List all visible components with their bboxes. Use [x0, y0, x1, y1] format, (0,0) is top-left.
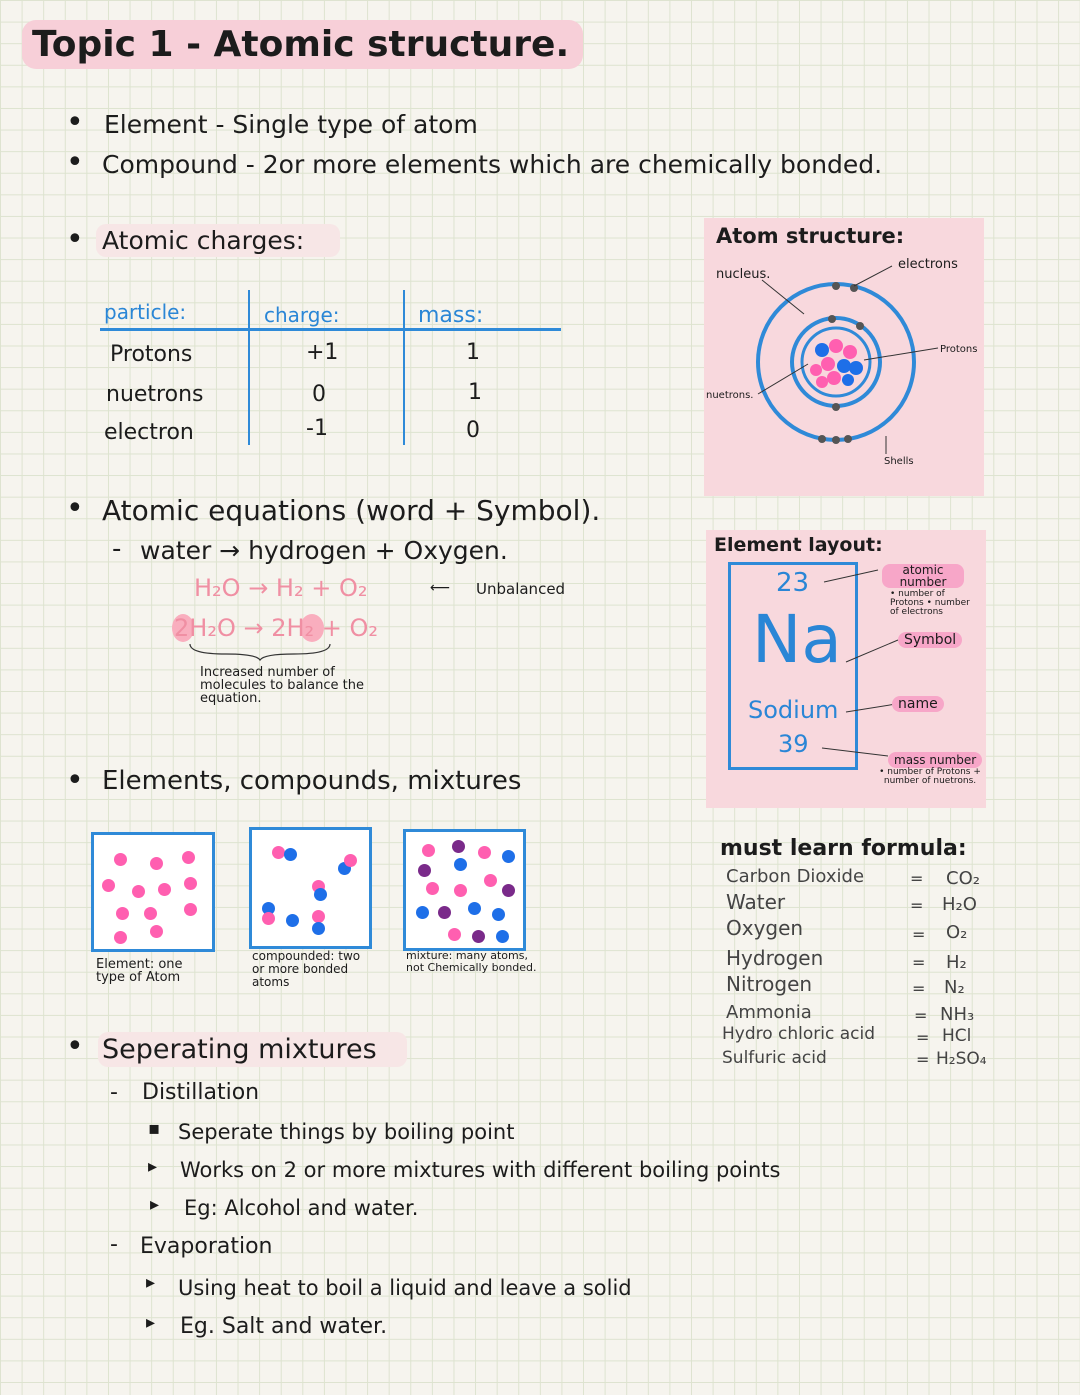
label-protons: Protons: [940, 344, 978, 355]
formula-value: NH₃: [940, 1004, 975, 1025]
element-box: [91, 832, 215, 952]
element-layout-heading: Element layout:: [714, 534, 883, 556]
row-mass: 0: [466, 418, 480, 443]
header-mass: mass:: [418, 303, 484, 328]
element-name: Sodium: [748, 696, 839, 724]
mixture-caption: mixture: many atoms, not Chemically bonded.: [406, 949, 537, 974]
row-particle: Protons: [110, 342, 193, 367]
brace: [186, 642, 336, 662]
equals: =: [914, 1006, 928, 1025]
page-title: Topic 1 - Atomic structure.: [22, 20, 583, 69]
formula-name: Hydrogen: [726, 946, 824, 970]
equals: =: [916, 1028, 930, 1047]
formula-value: N₂: [944, 977, 965, 998]
atom-structure-panel: [704, 218, 984, 496]
row-charge: -1: [306, 416, 328, 441]
table-divider: [403, 290, 405, 445]
distillation-label: Distillation: [142, 1080, 260, 1105]
mass-number-note: mass number: [888, 752, 982, 768]
dash: -: [110, 1232, 118, 1257]
atomic-charges-heading: Atomic charges:: [96, 224, 340, 257]
evaporation-point: Eg. Salt and water.: [180, 1314, 388, 1339]
mixture-box: [403, 829, 526, 951]
mass-number-sub: • number of Protons + number of nuetrons.: [879, 767, 981, 786]
formula-name: Ammonia: [726, 1002, 812, 1023]
header-charge: charge:: [264, 303, 340, 327]
balanced-equation: 2H₂O → 2H₂ + O₂: [174, 614, 379, 642]
definition-element: Element - Single type of atom: [104, 110, 478, 139]
equals: =: [912, 925, 926, 944]
table-rule: [100, 328, 561, 331]
dash: -: [112, 534, 122, 564]
symbol-note: Symbol: [898, 632, 962, 648]
formula-value: HCl: [942, 1026, 972, 1046]
formula-value: H₂SO₄: [936, 1049, 987, 1069]
formula-value: CO₂: [946, 868, 980, 889]
bullet: •: [66, 222, 84, 257]
label-nuetrons: nuetrons.: [706, 390, 754, 401]
bullet: ▸: [148, 1156, 158, 1177]
word-equation: water → hydrogen + Oxygen.: [140, 536, 508, 565]
bullet: •: [66, 491, 84, 526]
label-nucleus: nucleus.: [716, 267, 771, 282]
row-charge: 0: [312, 382, 326, 407]
formula-name: Oxygen: [726, 916, 804, 940]
equations-heading: Atomic equations (word + Symbol).: [102, 494, 601, 527]
bullet: ▸: [146, 1272, 156, 1293]
formula-name: Sulfuric acid: [722, 1048, 827, 1068]
atom-diagram: [704, 218, 984, 496]
atomic-number-note: atomic number: [882, 564, 964, 588]
equals: =: [910, 869, 924, 888]
equals: =: [912, 979, 926, 998]
header-particle: particle:: [104, 300, 187, 324]
row-particle: nuetrons: [106, 382, 204, 407]
formula-name: Carbon Dioxide: [726, 866, 865, 887]
mixtures-heading: Elements, compounds, mixtures: [102, 766, 522, 796]
element-symbol: Na: [752, 601, 842, 678]
bullet: ▸: [146, 1312, 156, 1333]
row-charge: +1: [306, 340, 339, 365]
row-mass: 1: [466, 340, 480, 365]
label-shells: Shells: [884, 456, 914, 467]
definition-compound: Compound - 2or more elements which are chemically bonded.: [102, 150, 883, 179]
distillation-point: Seperate things by boiling point: [178, 1120, 515, 1144]
compound-box: [249, 827, 372, 949]
bullet: ▪: [148, 1118, 161, 1139]
dash: -: [110, 1080, 118, 1105]
row-mass: 1: [468, 380, 482, 405]
formula-value: H₂O: [942, 894, 977, 915]
equals: =: [916, 1050, 930, 1069]
bullet: •: [66, 1029, 84, 1064]
row-particle: electron: [104, 420, 194, 445]
formula-value: O₂: [946, 922, 968, 943]
separating-heading: Seperating mixtures: [98, 1032, 407, 1067]
bullet: •: [66, 105, 84, 140]
equals: =: [910, 896, 924, 915]
unbalanced-note: Unbalanced: [476, 580, 566, 598]
element-caption: Element: one type of Atom: [96, 957, 183, 985]
distillation-point: Eg: Alcohol and water.: [184, 1196, 419, 1220]
formula-name: Nitrogen: [726, 972, 813, 996]
bullet: •: [66, 763, 84, 798]
compound-caption: compounded: two or more bonded atoms: [252, 949, 361, 989]
unbalanced-arrow: ⟵: [430, 580, 451, 596]
distillation-point: Works on 2 or more mixtures with different boiling points: [180, 1158, 781, 1182]
label-electrons: electrons: [898, 257, 958, 272]
bullet: •: [66, 145, 84, 180]
atomic-number: 23: [776, 568, 810, 598]
atom-structure-heading: Atom structure:: [716, 224, 905, 248]
evaporation-point: Using heat to boil a liquid and leave a solid: [178, 1276, 632, 1300]
element-layout-panel: [706, 530, 986, 808]
table-divider: [248, 290, 250, 445]
equals: =: [912, 953, 926, 972]
formula-heading: must learn formula:: [720, 836, 967, 861]
name-note: name: [892, 696, 944, 712]
bullet: ▸: [150, 1194, 160, 1215]
formula-name: Hydro chloric acid: [722, 1024, 876, 1044]
formula-name: Water: [726, 890, 786, 914]
evaporation-label: Evaporation: [140, 1234, 273, 1259]
mass-number: 39: [778, 730, 809, 758]
atomic-number-sub: • number of Protons • number of electrons: [890, 589, 970, 617]
balance-note: Increased number of molecules to balance the equation.: [200, 665, 364, 706]
unbalanced-equation: H₂O → H₂ + O₂: [194, 574, 368, 602]
formula-value: H₂: [946, 952, 967, 973]
